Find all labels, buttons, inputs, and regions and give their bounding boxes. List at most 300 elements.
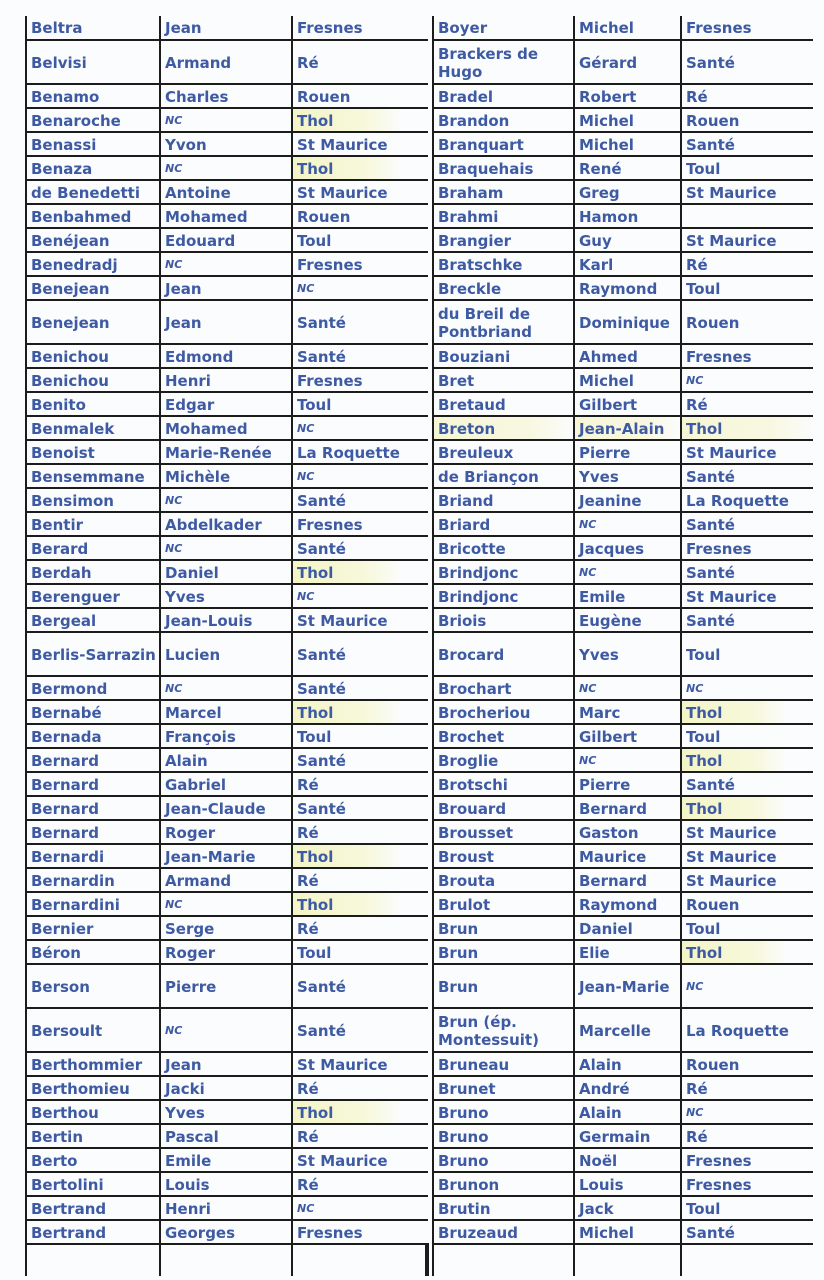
- firstname-cell: Abdelkader: [160, 512, 292, 536]
- prison-cell: Fresnes: [681, 1172, 813, 1196]
- firstname-cell: Raymond: [574, 892, 681, 916]
- table-row: [26, 204, 428, 228]
- prison-cell: Thol: [681, 940, 813, 964]
- firstname-cell: Jacques: [574, 536, 681, 560]
- prison-cell: Fresnes: [681, 536, 813, 560]
- firstname-cell: Michel: [574, 108, 681, 132]
- surname-cell: Brindjonc: [433, 584, 574, 608]
- surname-cell: Boyer: [433, 16, 574, 40]
- table-row: [26, 344, 428, 368]
- surname-cell: Braham: [433, 180, 574, 204]
- firstname-cell: Daniel: [160, 560, 292, 584]
- prison-cell: Rouen: [681, 1052, 813, 1076]
- prison-cell: Thol: [681, 796, 813, 820]
- surname-cell: Brutin: [433, 1196, 574, 1220]
- firstname-cell: Yves: [160, 584, 292, 608]
- table-row: [433, 156, 813, 180]
- surname-cell: Bernada: [26, 724, 160, 748]
- table-row: [433, 1052, 813, 1076]
- firstname-cell: Jean: [160, 300, 292, 344]
- prison-cell: Santé: [292, 796, 428, 820]
- table-row: [433, 368, 813, 392]
- table-row: [26, 1220, 428, 1244]
- table-row: [26, 608, 428, 632]
- firstname-cell: Louis: [160, 1172, 292, 1196]
- prison-cell: Thol: [292, 844, 428, 868]
- table-row: [26, 1172, 428, 1196]
- surname-cell: Beltra: [26, 16, 160, 40]
- table-row: [433, 204, 813, 228]
- column-rule: [432, 1243, 434, 1276]
- firstname-cell: Jean: [160, 16, 292, 40]
- table-row: [26, 1124, 428, 1148]
- table-row: [26, 560, 428, 584]
- table-row: [26, 916, 428, 940]
- table-row: [26, 108, 428, 132]
- firstname-cell: François: [160, 724, 292, 748]
- firstname-cell: NC: [574, 560, 681, 584]
- prison-cell: Santé: [681, 560, 813, 584]
- surname-cell: Brouta: [433, 868, 574, 892]
- surname-cell: Berson: [26, 964, 160, 1008]
- table-row: [26, 1100, 428, 1124]
- table-row: [433, 1220, 813, 1244]
- firstname-cell: NC: [574, 512, 681, 536]
- surname-cell: Bernard: [26, 796, 160, 820]
- firstname-cell: Lucien: [160, 632, 292, 676]
- firstname-cell: Marc: [574, 700, 681, 724]
- surname-cell: Benoist: [26, 440, 160, 464]
- prison-cell: Thol: [292, 892, 428, 916]
- table-row: [26, 464, 428, 488]
- surname-cell: Bernardi: [26, 844, 160, 868]
- table-row: [26, 252, 428, 276]
- firstname-cell: Roger: [160, 820, 292, 844]
- prison-cell: Toul: [292, 724, 428, 748]
- firstname-cell: Armand: [160, 40, 292, 84]
- left-table-body: [26, 16, 428, 1244]
- prison-cell: Santé: [681, 1220, 813, 1244]
- table-row: [433, 820, 813, 844]
- table-row: [433, 796, 813, 820]
- prison-cell: Rouen: [681, 108, 813, 132]
- surname-cell: Benejean: [26, 300, 160, 344]
- table-row: [433, 536, 813, 560]
- firstname-cell: Jean-Alain: [574, 416, 681, 440]
- surname-cell: Brousset: [433, 820, 574, 844]
- surname-cell: Brackers de Hugo: [433, 40, 574, 84]
- surname-cell: Berthommier: [26, 1052, 160, 1076]
- table-row: [433, 964, 813, 1008]
- table-row: [433, 632, 813, 676]
- table-row: [433, 464, 813, 488]
- firstname-cell: Pascal: [160, 1124, 292, 1148]
- prison-cell: NC: [292, 1196, 428, 1220]
- surname-cell: Béron: [26, 940, 160, 964]
- table-row: [433, 1124, 813, 1148]
- firstname-cell: Yves: [160, 1100, 292, 1124]
- prison-cell: Ré: [292, 772, 428, 796]
- firstname-cell: NC: [160, 892, 292, 916]
- prison-cell: Thol: [292, 156, 428, 180]
- surname-cell: de Briançon: [433, 464, 574, 488]
- firstname-cell: NC: [160, 676, 292, 700]
- prison-cell: Santé: [681, 464, 813, 488]
- firstname-cell: Jean-Claude: [160, 796, 292, 820]
- prison-cell: St Maurice: [681, 584, 813, 608]
- firstname-cell: René: [574, 156, 681, 180]
- surname-cell: Braquehais: [433, 156, 574, 180]
- firstname-cell: NC: [160, 1008, 292, 1052]
- firstname-cell: NC: [160, 536, 292, 560]
- table-row: [433, 276, 813, 300]
- firstname-cell: NC: [160, 488, 292, 512]
- prison-cell: Santé: [681, 772, 813, 796]
- prison-cell: St Maurice: [292, 1052, 428, 1076]
- surname-cell: Bergeal: [26, 608, 160, 632]
- prison-cell: Santé: [681, 132, 813, 156]
- table-row: [26, 84, 428, 108]
- prison-cell: La Roquette: [681, 1008, 813, 1052]
- table-row: [26, 392, 428, 416]
- table-row: [26, 16, 428, 40]
- table-row: [26, 700, 428, 724]
- prison-cell: St Maurice: [681, 844, 813, 868]
- table-row: [433, 84, 813, 108]
- prison-cell: Fresnes: [681, 344, 813, 368]
- firstname-cell: Michèle: [160, 464, 292, 488]
- prison-cell: St Maurice: [681, 228, 813, 252]
- prison-cell: Santé: [292, 632, 428, 676]
- firstname-cell: Elie: [574, 940, 681, 964]
- prison-cell: Thol: [681, 416, 813, 440]
- firstname-cell: NC: [574, 748, 681, 772]
- firstname-cell: Jean-Marie: [574, 964, 681, 1008]
- right-table-body: [433, 16, 813, 1244]
- firstname-cell: Michel: [574, 132, 681, 156]
- surname-cell: Briand: [433, 488, 574, 512]
- prison-cell: Fresnes: [292, 512, 428, 536]
- firstname-cell: Serge: [160, 916, 292, 940]
- firstname-cell: Marcelle: [574, 1008, 681, 1052]
- surname-cell: Benejean: [26, 276, 160, 300]
- surname-cell: Benichou: [26, 344, 160, 368]
- firstname-cell: Eugène: [574, 608, 681, 632]
- surname-cell: Berto: [26, 1148, 160, 1172]
- surname-cell: Bruzeaud: [433, 1220, 574, 1244]
- prison-cell: Thol: [681, 700, 813, 724]
- column-rule: [159, 1243, 161, 1276]
- firstname-cell: Gabriel: [160, 772, 292, 796]
- column-rule: [427, 1243, 429, 1276]
- surname-cell: Bernardini: [26, 892, 160, 916]
- surname-cell: Broust: [433, 844, 574, 868]
- prison-cell: Toul: [681, 916, 813, 940]
- prison-cell: Toul: [681, 632, 813, 676]
- table-row: [26, 940, 428, 964]
- table-row: [433, 1076, 813, 1100]
- firstname-cell: Robert: [574, 84, 681, 108]
- table-row: [433, 416, 813, 440]
- firstname-cell: Mohamed: [160, 416, 292, 440]
- prison-cell: Santé: [292, 676, 428, 700]
- firstname-cell: Jeanine: [574, 488, 681, 512]
- table-row: [433, 40, 813, 84]
- prison-cell: St Maurice: [681, 180, 813, 204]
- table-row: [26, 368, 428, 392]
- firstname-cell: Michel: [574, 368, 681, 392]
- surname-cell: Breckle: [433, 276, 574, 300]
- firstname-cell: Gilbert: [574, 392, 681, 416]
- table-row: [433, 916, 813, 940]
- surname-cell: Benamo: [26, 84, 160, 108]
- prison-cell: NC: [292, 416, 428, 440]
- table-row: [26, 1052, 428, 1076]
- firstname-cell: Gérard: [574, 40, 681, 84]
- surname-cell: Brun: [433, 916, 574, 940]
- firstname-cell: Emile: [574, 584, 681, 608]
- prison-cell: Toul: [681, 276, 813, 300]
- prison-cell: NC: [681, 1100, 813, 1124]
- prison-cell: Ré: [292, 916, 428, 940]
- table-row: [26, 632, 428, 676]
- prison-cell: [681, 204, 813, 228]
- table-row: [433, 344, 813, 368]
- surname-cell: Bernard: [26, 772, 160, 796]
- prison-cell: Santé: [292, 964, 428, 1008]
- prison-cell: Rouen: [681, 892, 813, 916]
- prison-cell: Ré: [292, 820, 428, 844]
- table-row: [433, 180, 813, 204]
- table-row: [433, 440, 813, 464]
- firstname-cell: Jack: [574, 1196, 681, 1220]
- column-rule: [573, 1243, 575, 1276]
- surname-cell: Brindjonc: [433, 560, 574, 584]
- surname-cell: Breton: [433, 416, 574, 440]
- firstname-cell: Germain: [574, 1124, 681, 1148]
- firstname-cell: Jean: [160, 276, 292, 300]
- prison-cell: Thol: [681, 748, 813, 772]
- firstname-cell: Michel: [574, 1220, 681, 1244]
- prison-cell: Ré: [292, 1124, 428, 1148]
- prison-cell: NC: [292, 464, 428, 488]
- firstname-cell: Edmond: [160, 344, 292, 368]
- prison-cell: St Maurice: [292, 132, 428, 156]
- column-rule: [25, 1243, 27, 1276]
- prison-cell: Fresnes: [292, 1220, 428, 1244]
- table-row: [433, 108, 813, 132]
- prison-cell: Thol: [292, 560, 428, 584]
- surname-cell: Bertrand: [26, 1196, 160, 1220]
- firstname-cell: Henri: [160, 368, 292, 392]
- firstname-cell: Bernard: [574, 868, 681, 892]
- firstname-cell: Michel: [574, 16, 681, 40]
- firstname-cell: Alain: [574, 1052, 681, 1076]
- firstname-cell: Alain: [574, 1100, 681, 1124]
- prison-cell: La Roquette: [681, 488, 813, 512]
- table-row: [433, 1148, 813, 1172]
- firstname-cell: Bernard: [574, 796, 681, 820]
- table-row: [26, 180, 428, 204]
- firstname-cell: Louis: [574, 1172, 681, 1196]
- prison-cell: Rouen: [681, 300, 813, 344]
- prison-cell: Fresnes: [292, 368, 428, 392]
- surname-cell: du Breil de Pontbriand: [433, 300, 574, 344]
- firstname-cell: Emile: [160, 1148, 292, 1172]
- table-row: [26, 820, 428, 844]
- table-row: [26, 488, 428, 512]
- surname-cell: Brocard: [433, 632, 574, 676]
- prison-cell: Ré: [681, 1124, 813, 1148]
- prison-cell: Ré: [681, 392, 813, 416]
- left-table: [25, 16, 428, 1245]
- surname-cell: Bruno: [433, 1124, 574, 1148]
- surname-cell: Bersoult: [26, 1008, 160, 1052]
- prison-cell: Santé: [681, 608, 813, 632]
- table-row: [433, 488, 813, 512]
- table-row: [433, 1100, 813, 1124]
- surname-cell: Brun: [433, 940, 574, 964]
- table-row: [433, 748, 813, 772]
- firstname-cell: Edouard: [160, 228, 292, 252]
- firstname-cell: Raymond: [574, 276, 681, 300]
- table-row: [433, 392, 813, 416]
- table-row: [26, 512, 428, 536]
- firstname-cell: NC: [574, 676, 681, 700]
- table-row: [433, 724, 813, 748]
- surname-cell: Bernier: [26, 916, 160, 940]
- prison-cell: La Roquette: [292, 440, 428, 464]
- table-row: [26, 748, 428, 772]
- surname-cell: Bertin: [26, 1124, 160, 1148]
- table-row: [433, 608, 813, 632]
- table-row: [26, 1148, 428, 1172]
- prison-cell: St Maurice: [292, 180, 428, 204]
- prison-cell: Ré: [292, 40, 428, 84]
- surname-cell: Benassi: [26, 132, 160, 156]
- prison-cell: Toul: [292, 228, 428, 252]
- firstname-cell: Alain: [160, 748, 292, 772]
- firstname-cell: Pierre: [160, 964, 292, 1008]
- firstname-cell: Yves: [574, 464, 681, 488]
- surname-cell: Bernabé: [26, 700, 160, 724]
- surname-cell: de Benedetti: [26, 180, 160, 204]
- firstname-cell: Marie-Renée: [160, 440, 292, 464]
- prison-cell: Fresnes: [681, 1148, 813, 1172]
- table-row: [433, 252, 813, 276]
- prison-cell: St Maurice: [681, 440, 813, 464]
- surname-cell: Bertolini: [26, 1172, 160, 1196]
- surname-cell: Bensimon: [26, 488, 160, 512]
- column-rule: [291, 1243, 293, 1276]
- surname-cell: Brandon: [433, 108, 574, 132]
- prison-cell: Toul: [292, 392, 428, 416]
- prison-cell: Santé: [292, 536, 428, 560]
- prison-cell: NC: [292, 584, 428, 608]
- prison-cell: Santé: [292, 748, 428, 772]
- firstname-cell: Jean: [160, 1052, 292, 1076]
- surname-cell: Brahmi: [433, 204, 574, 228]
- surname-cell: Brocheriou: [433, 700, 574, 724]
- prison-cell: Santé: [292, 488, 428, 512]
- column-rule: [680, 1243, 682, 1276]
- surname-cell: Benaroche: [26, 108, 160, 132]
- prison-cell: St Maurice: [681, 868, 813, 892]
- surname-cell: Brunon: [433, 1172, 574, 1196]
- firstname-cell: Hamon: [574, 204, 681, 228]
- surname-cell: Berdah: [26, 560, 160, 584]
- table-row: [26, 676, 428, 700]
- firstname-cell: Dominique: [574, 300, 681, 344]
- firstname-cell: Pierre: [574, 772, 681, 796]
- table-row: [26, 1008, 428, 1052]
- table-row: [26, 132, 428, 156]
- table-row: [26, 844, 428, 868]
- prison-cell: Thol: [292, 700, 428, 724]
- table-row: [433, 560, 813, 584]
- table-row: [26, 796, 428, 820]
- table-row: [26, 772, 428, 796]
- firstname-cell: Henri: [160, 1196, 292, 1220]
- table-row: [26, 724, 428, 748]
- surname-cell: Berard: [26, 536, 160, 560]
- prison-cell: Toul: [681, 1196, 813, 1220]
- surname-cell: Bret: [433, 368, 574, 392]
- table-row: [433, 132, 813, 156]
- firstname-cell: Maurice: [574, 844, 681, 868]
- surname-cell: Bouziani: [433, 344, 574, 368]
- prison-cell: Ré: [681, 84, 813, 108]
- prison-cell: Ré: [292, 868, 428, 892]
- surname-cell: Berenguer: [26, 584, 160, 608]
- prison-cell: Ré: [681, 1076, 813, 1100]
- table-row: [433, 1196, 813, 1220]
- surname-cell: Benichou: [26, 368, 160, 392]
- surname-cell: Bertrand: [26, 1220, 160, 1244]
- table-row: [26, 228, 428, 252]
- firstname-cell: Yves: [574, 632, 681, 676]
- firstname-cell: Noël: [574, 1148, 681, 1172]
- surname-cell: Belvisi: [26, 40, 160, 84]
- surname-cell: Benmalek: [26, 416, 160, 440]
- firstname-cell: Edgar: [160, 392, 292, 416]
- firstname-cell: Georges: [160, 1220, 292, 1244]
- firstname-cell: Greg: [574, 180, 681, 204]
- firstname-cell: NC: [160, 252, 292, 276]
- table-row: [26, 440, 428, 464]
- firstname-cell: Jacki: [160, 1076, 292, 1100]
- surname-cell: Berthou: [26, 1100, 160, 1124]
- table-row: [26, 584, 428, 608]
- prison-cell: Fresnes: [292, 252, 428, 276]
- table-row: [26, 536, 428, 560]
- surname-cell: Bruneau: [433, 1052, 574, 1076]
- surname-cell: Brangier: [433, 228, 574, 252]
- firstname-cell: NC: [160, 108, 292, 132]
- firstname-cell: Gaston: [574, 820, 681, 844]
- table-row: [433, 700, 813, 724]
- surname-cell: Bruno: [433, 1148, 574, 1172]
- prison-cell: Toul: [681, 156, 813, 180]
- prison-cell: Santé: [292, 1008, 428, 1052]
- surname-cell: Brochart: [433, 676, 574, 700]
- prison-cell: St Maurice: [292, 608, 428, 632]
- firstname-cell: Antoine: [160, 180, 292, 204]
- surname-cell: Bernard: [26, 820, 160, 844]
- firstname-cell: Marcel: [160, 700, 292, 724]
- table-row: [26, 1076, 428, 1100]
- surname-cell: Bernard: [26, 748, 160, 772]
